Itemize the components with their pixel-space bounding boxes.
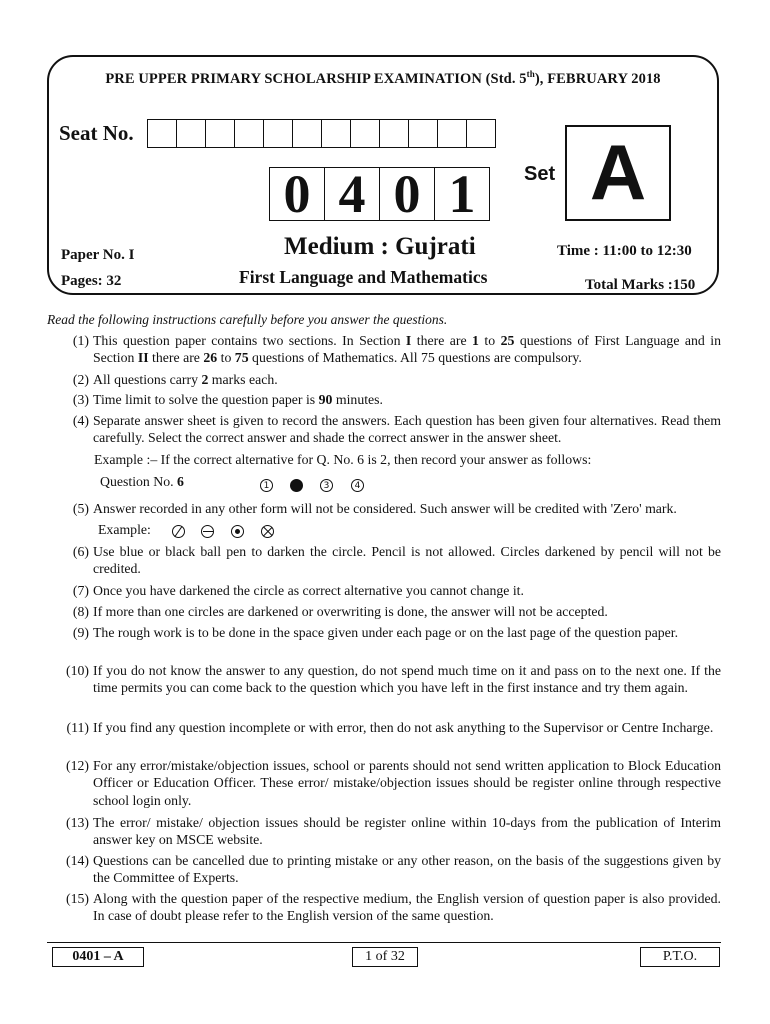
code-digit: 1 bbox=[435, 168, 490, 220]
option-bubble: 1 bbox=[260, 479, 273, 492]
code-digit: 0 bbox=[380, 168, 435, 220]
invalid-bubble-dash bbox=[201, 525, 214, 538]
instructions-intro: Read the following instructions carefully before you answer the questions. bbox=[47, 312, 448, 327]
footer-paper-code: 0401 – A bbox=[52, 947, 144, 967]
invalid-bubble-cross bbox=[261, 525, 274, 538]
set-label: Set bbox=[524, 163, 556, 185]
example-invalid-label: Example: bbox=[98, 522, 151, 537]
set-value: A bbox=[565, 125, 671, 221]
question-number-example: Question No. 6 bbox=[100, 474, 184, 489]
exam-title: PRE UPPER PRIMARY SCHOLARSHIP EXAMINATION (Std. 5th), FEBRUARY 2018 bbox=[105, 69, 661, 87]
invalid-bubble-dot bbox=[231, 525, 244, 538]
page-count: Pages: 32 bbox=[61, 273, 122, 289]
exam-time: Time : 11:00 to 12:30 bbox=[557, 243, 692, 259]
medium-title: Medium : Gujrati bbox=[284, 233, 476, 260]
option-bubble: 4 bbox=[351, 479, 364, 492]
total-marks: Total Marks :150 bbox=[585, 277, 696, 293]
header-box bbox=[47, 55, 719, 295]
seat-number-boxes[interactable] bbox=[147, 119, 496, 148]
seat-label: Seat No. bbox=[59, 121, 134, 145]
subject-title: First Language and Mathematics bbox=[239, 267, 488, 287]
code-digit: 4 bbox=[325, 168, 380, 220]
footer-pto: P.T.O. bbox=[640, 947, 720, 967]
option-bubble-filled bbox=[290, 479, 303, 492]
paper-number: Paper No. I bbox=[61, 247, 135, 263]
paper-code-boxes bbox=[269, 164, 490, 224]
option-bubble: 3 bbox=[320, 479, 333, 492]
invalid-bubble-tick bbox=[172, 525, 185, 538]
footer-page-number: 1 of 32 bbox=[352, 947, 418, 967]
footer-divider bbox=[47, 942, 721, 943]
code-digit: 0 bbox=[270, 168, 325, 220]
example-text: Example :– If the correct alternative for Q. No. 6 is 2, then record your answer as follows: bbox=[94, 452, 592, 467]
